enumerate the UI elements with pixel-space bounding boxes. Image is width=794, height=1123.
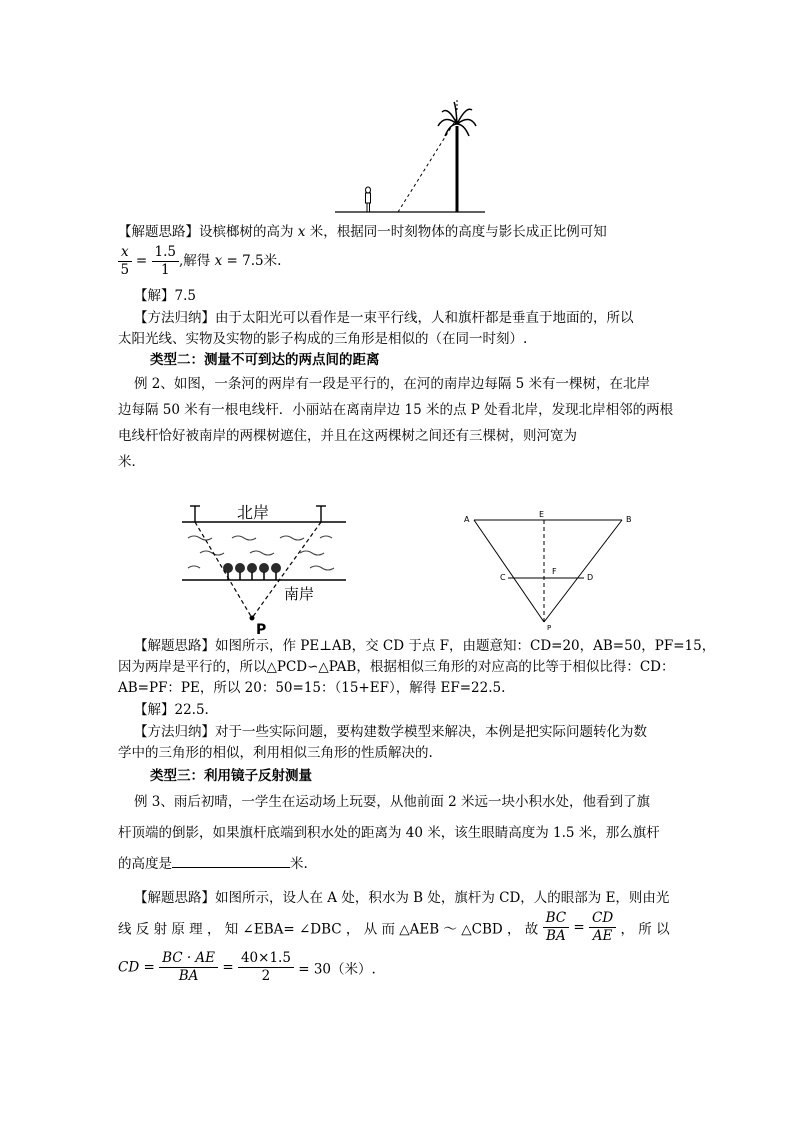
example2-line-1: 例 2、如图，一条河的两岸有一段是平行的，在河的南岸边每隔 5 米有一棵树，在北岸	[134, 376, 651, 392]
answer-value: 7.5	[174, 288, 196, 304]
solve3-line-1	[134, 888, 694, 908]
solve-text: 设槟榔树的高为	[199, 224, 294, 240]
label-f: F	[552, 567, 557, 576]
method-line-1	[134, 308, 694, 328]
solve3-line-3	[118, 950, 376, 985]
proportion-equation	[118, 244, 281, 279]
fraction-bc-over-ba: $\frac{BC}{BA}$	[543, 910, 570, 945]
fraction-cd-over-ae: $\frac{CD}{AE}$	[589, 910, 616, 945]
method2-line-1	[134, 722, 694, 742]
type3-title: 类型三：利用镜子反射测量	[150, 768, 312, 784]
solve-heading: 【解题思路】	[134, 890, 215, 906]
answer2-line	[134, 700, 694, 720]
example2-line-3: 电线杆恰好被南岸的两棵树遮住，并且在这两棵树之间还有三棵树，则河宽为	[118, 428, 577, 444]
solve2-line-2: 因为两岸是平行的，所以△PCD∽△PAB，根据相似三角形的对应高的比等于相似比得：CD：	[118, 659, 675, 675]
solve2-line-1	[134, 636, 716, 656]
method-heading: 【方法归纳】	[134, 724, 215, 740]
variable-x: x	[297, 224, 306, 240]
example-text: 米.	[290, 856, 308, 872]
solve3-line-2	[118, 910, 670, 945]
solve-text: 线 反 射 原 理 ， 知 ∠EBA= ∠DBC ， 从 而 △AEB ～ △CBD ， 故	[118, 921, 539, 938]
method-text: 对于一些实际问题，要构建数学模型来解决，本例是把实际问题转化为数	[215, 724, 647, 740]
equals-sign: =	[222, 959, 234, 976]
example2-line-4: 米．	[118, 454, 145, 470]
example3-line-3	[118, 853, 678, 874]
method-heading: 【方法归纳】	[134, 310, 215, 326]
equals-sign: =	[573, 919, 585, 936]
type2-title: 类型二：测量不可到达的两点间的距离	[150, 352, 380, 368]
label-e: E	[539, 510, 545, 519]
equals-sign: =	[135, 253, 148, 269]
label-b: B	[626, 515, 632, 524]
similar-triangle-figure	[460, 508, 640, 632]
solve-heading: 【解题思路】	[118, 224, 199, 240]
label-d: D	[587, 573, 594, 582]
solve-text: = 7.5米.	[226, 253, 282, 269]
example2-line-2: 边每隔 50 米有一根电线杆．小丽站在离南岸边 15 米的点 P 处看北岸，发现北岸相邻的两根	[118, 402, 674, 418]
solve-text: 米，根据同一时刻物体的高度与影长成正比例可知	[309, 224, 607, 240]
north-bank-label: 北岸	[237, 503, 270, 522]
answer-value: 22.5.	[174, 702, 209, 718]
example3-line-1: 例 3、雨后初晴，一学生在运动场上玩耍，从他前面 2 米远一块小积水处，他看到了旗	[134, 794, 651, 810]
equals-sign: =	[143, 959, 155, 976]
variable-x: x	[214, 253, 223, 269]
solve-line-1	[118, 222, 678, 242]
river-figure	[180, 498, 350, 638]
label-p: P	[547, 624, 552, 632]
solve-text: 如图所示，作 PE⊥AB，交 CD 于点 F，由题意知：CD=20，AB=50，PF=15，	[215, 638, 716, 654]
example-text: 的高度是	[118, 856, 172, 872]
fraction-bcae-over-ba: $\frac{BC \cdot AE}{BA}$	[159, 950, 218, 985]
answer-heading: 【解】	[134, 702, 175, 718]
fraction-60-over-2: $\frac{40\times 1.5}{2}$	[238, 950, 294, 985]
solve2-line-3: AB=PF：PE，所以 20：50=15：（15+EF），解得 EF=22.5.	[118, 680, 506, 696]
result-text: = 30（米）.	[298, 961, 376, 978]
example3-line-2: 杆顶端的倒影，如果旗杆底端到积水处的距离为 40 米，该生眼睛高度为 1.5 米，那么旗杆	[118, 825, 660, 841]
solve-text: 如图所示，设人在 A 处，积水为 B 处，旗杆为 CD，人的眼部为 E，则由光	[215, 890, 670, 906]
label-a: A	[464, 515, 470, 524]
answer-heading: 【解】	[134, 288, 175, 304]
fraction-x-over-5: $\frac{x}{5}$	[118, 244, 132, 279]
south-bank-label: 南岸	[284, 585, 315, 603]
palm-tree-figure	[330, 96, 490, 216]
point-p-label: P	[256, 622, 267, 638]
solve-text: ,解得	[179, 253, 211, 269]
answer-blank[interactable]	[172, 853, 290, 868]
label-c: C	[500, 573, 506, 582]
solve-text: ， 所 以	[620, 921, 670, 938]
method2-line-2: 学中的三角形的相似，利用相似三角形的性质解决的.	[118, 745, 433, 761]
answer-line-1	[134, 286, 694, 306]
fraction-1-5-over-1: $\frac{1.5}{1}$	[152, 244, 179, 279]
method-text: 由于太阳光可以看作是一束平行线，人和旗杆都是垂直于地面的，所以	[215, 310, 634, 326]
solve-heading: 【解题思路】	[134, 638, 215, 654]
method-line-2: 太阳光线、实物及实物的影子构成的三角形是相似的（在同一时刻）.	[118, 331, 528, 347]
cd-symbol: CD	[118, 959, 140, 976]
